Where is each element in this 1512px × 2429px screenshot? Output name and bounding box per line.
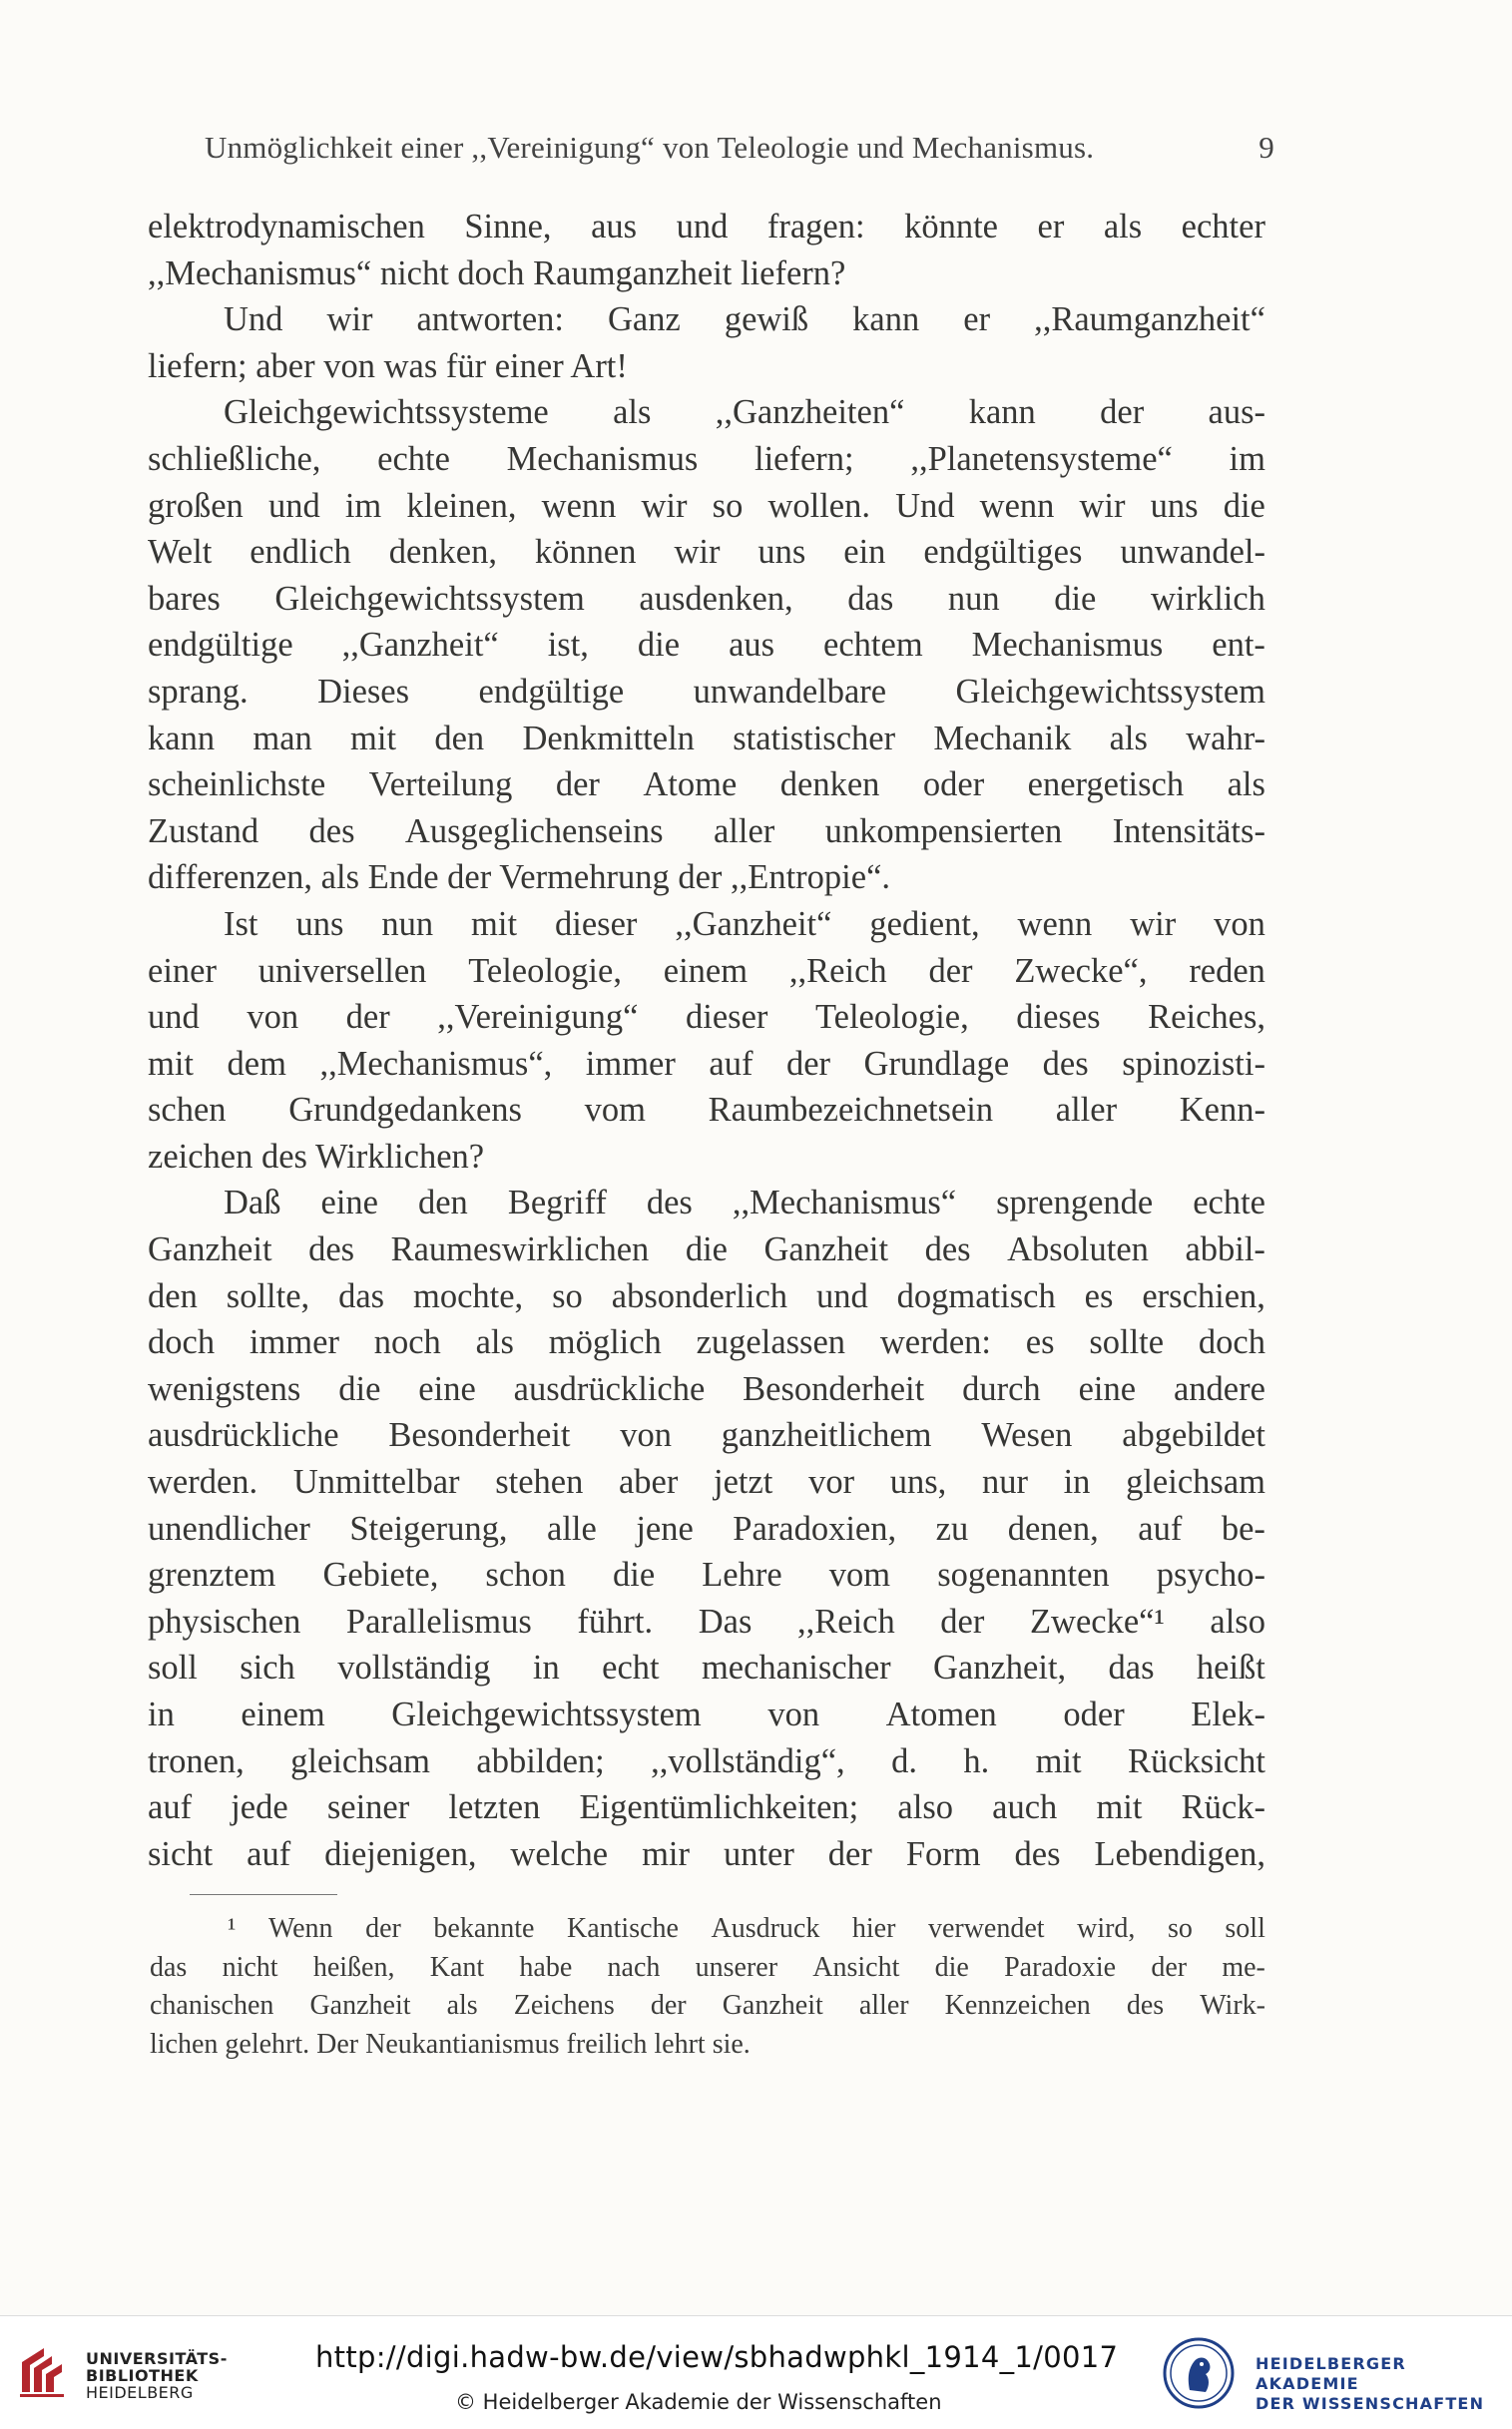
footer-bar bbox=[0, 2315, 1512, 2429]
body-line: bares Gleichgewichtssystem ausdenken, das nun die wirklich bbox=[148, 579, 1265, 618]
library-line-3: HEIDELBERG bbox=[86, 2383, 194, 2402]
library-name bbox=[86, 2350, 228, 2401]
running-title: Unmöglichkeit einer ,,Vereinigung“ von Teleologie und Mechanismus. bbox=[205, 130, 1095, 165]
body-line: ,,Mechanismus“ nicht doch Raumganzheit liefern? bbox=[148, 253, 846, 292]
body-line: Welt endlich denken, können wir uns ein endgültiges unwandel- bbox=[148, 533, 1265, 572]
body-line: tronen, gleichsam abbilden; ,,vollständig“, d. h. mit Rücksicht bbox=[148, 1741, 1265, 1780]
body-line: schen Grundgedankens vom Raumbezeichnetsein aller Kenn- bbox=[148, 1091, 1265, 1130]
body-text bbox=[148, 204, 1265, 1877]
body-line: schließliche, echte Mechanismus liefern; ,,Planetensysteme“ im bbox=[148, 439, 1265, 478]
body-line: und von der ,,Vereinigung“ dieser Teleologie, dieses Reiches, bbox=[148, 998, 1265, 1037]
footnote-line: lichen gelehrt. Der Neukantianismus freilich lehrt sie. bbox=[150, 2028, 751, 2060]
body-line: endgültige ,,Ganzheit“ ist, die aus echtem Mechanismus ent- bbox=[148, 626, 1265, 665]
body-line: Ganzheit des Raumeswirklichen die Ganzheit des Absoluten abbil- bbox=[148, 1230, 1265, 1269]
body-line: kann man mit den Denkmitteln statistischer Mechanik als wahr- bbox=[148, 719, 1265, 757]
body-line: einer universellen Teleologie, einem ,,Reich der Zwecke“, reden bbox=[148, 951, 1265, 990]
body-line: sicht auf diejenigen, welche mir unter der Form des Lebendigen, bbox=[148, 1834, 1265, 1873]
body-line: grenztem Gebiete, schon die Lehre vom sogenannten psycho- bbox=[148, 1556, 1265, 1595]
academy-line-2: DER WISSENSCHAFTEN bbox=[1256, 2394, 1485, 2413]
body-line: liefern; aber von was für einer Art! bbox=[148, 346, 628, 385]
body-line: Zustand des Ausgeglichenseins aller unkompensierten Intensitäts- bbox=[148, 811, 1265, 850]
running-head bbox=[205, 130, 1274, 166]
library-line-1: UNIVERSITÄTS- bbox=[86, 2349, 228, 2368]
footnote-line: chanischen Ganzheit als Zeichens der Ganzheit aller Kennzeichen des Wirk- bbox=[150, 1990, 1265, 2021]
body-line: auf jede seiner letzten Eigentümlichkeiten; also auch mit Rück- bbox=[148, 1788, 1265, 1827]
footnote-divider bbox=[190, 1894, 337, 1895]
body-line: Und wir antworten: Ganz gewiß kann er ,,Raumganzheit“ bbox=[224, 300, 1265, 339]
body-line: in einem Gleichgewichtssystem von Atomen oder Elek- bbox=[148, 1696, 1265, 1733]
page-number: 9 bbox=[1259, 130, 1274, 165]
library-line-2: BIBLIOTHEK bbox=[86, 2366, 199, 2385]
footnotes bbox=[150, 1910, 1265, 2064]
body-line: unendlicher Steigerung, alle jene Paradoxien, zu denen, auf be- bbox=[148, 1509, 1265, 1548]
body-line: ausdrückliche Besonderheit von ganzheitlichem Wesen abgebildet bbox=[148, 1416, 1265, 1455]
footnote-line: das nicht heißen, Kant habe nach unserer Ansicht die Paradoxie der me- bbox=[150, 1951, 1265, 1983]
body-line: differenzen, als Ende der Vermehrung der ,,Entropie“. bbox=[148, 858, 891, 897]
body-line: werden. Unmittelbar stehen aber jetzt vor uns, nur in gleichsam bbox=[148, 1463, 1265, 1502]
body-line: Ist uns nun mit dieser ,,Ganzheit“ gedient, wenn wir von bbox=[224, 904, 1265, 943]
body-line: zeichen des Wirklichen? bbox=[148, 1137, 485, 1176]
body-line: sprang. Dieses endgültige unwandelbare Gleichgewichtssystem bbox=[148, 672, 1265, 711]
body-line: scheinlichste Verteilung der Atome denken oder energetisch als bbox=[148, 765, 1265, 804]
permalink-url[interactable]: http://digi.hadw-bw.de/view/sbhadwphkl_1914_1/0017 bbox=[315, 2340, 1119, 2374]
footnote-line: ¹ Wenn der bekannte Kantische Ausdruck hier verwendet wird, so soll bbox=[228, 1913, 1265, 1944]
body-line: Daß eine den Begriff des ,,Mechanismus“ sprengende echte bbox=[224, 1184, 1265, 1222]
copyright-notice: © Heidelberger Akademie der Wissenschaften bbox=[455, 2390, 942, 2414]
body-line: wenigstens die eine ausdrückliche Besonderheit durch eine andere bbox=[148, 1369, 1265, 1408]
academy-name bbox=[1256, 2354, 1512, 2414]
academy-line-1: HEIDELBERGER AKADEMIE bbox=[1256, 2354, 1406, 2393]
body-line: mit dem ,,Mechanismus“, immer auf der Grundlage des spinozisti- bbox=[148, 1044, 1265, 1083]
body-line: Gleichgewichtssysteme als ,,Ganzheiten“ kann der aus- bbox=[224, 393, 1265, 432]
body-line: doch immer noch als möglich zugelassen werden: es sollte doch bbox=[148, 1323, 1265, 1362]
body-line: soll sich vollständig in echt mechanischer Ganzheit, das heißt bbox=[148, 1649, 1265, 1688]
body-line: großen und im kleinen, wenn wir so wollen. Und wenn wir uns die bbox=[148, 486, 1265, 525]
university-library-logo-icon bbox=[14, 2342, 74, 2402]
body-line: den sollte, das mochte, so absonderlich und dogmatisch es erschien, bbox=[148, 1276, 1265, 1315]
body-line: physischen Parallelismus führt. Das ,,Reich der Zwecke“¹ also bbox=[148, 1602, 1265, 1641]
academy-seal-icon bbox=[1162, 2336, 1236, 2410]
body-line: elektrodynamischen Sinne, aus und fragen: könnte er als echter bbox=[148, 208, 1265, 245]
